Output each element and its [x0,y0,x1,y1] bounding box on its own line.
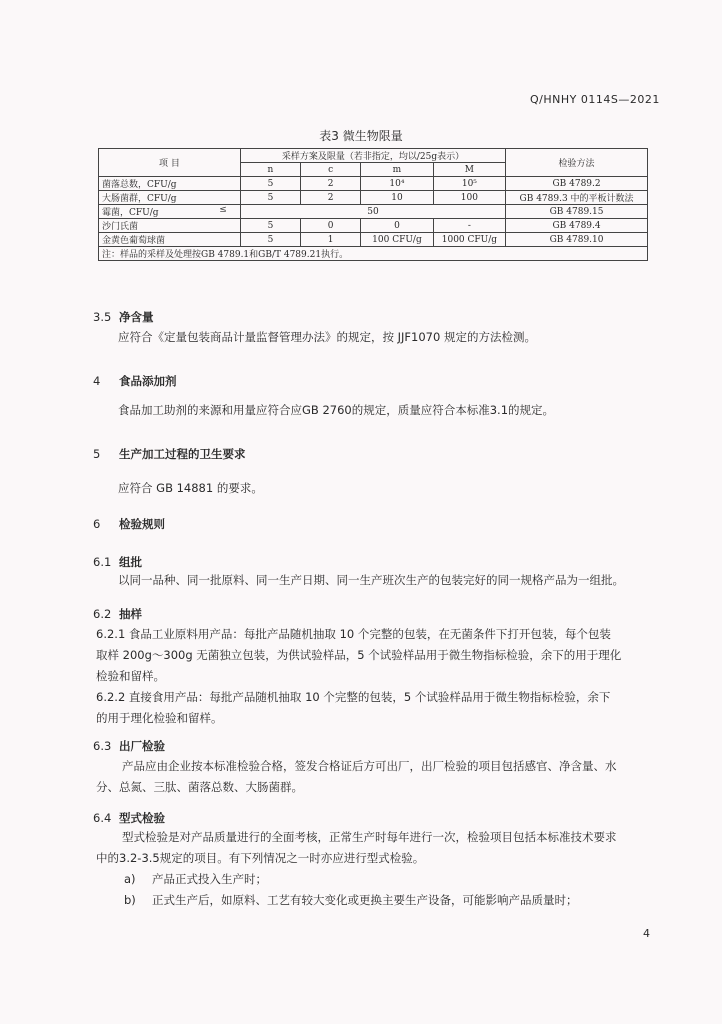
list-text: 产品正式投入生产时； [152,872,267,886]
cell-method: GB 4789.2 [506,177,648,191]
para-6-1: 以同一品种、同一批原料、同一生产日期、同一生产班次生产的包装完好的同一规格产品为一组批。 [118,573,624,587]
table-note: 注：样品的采样及处理按GB 4789.1和GB/T 4789.21执行。 [99,247,648,261]
heading-title: 食品添加剂 [119,374,177,388]
table-row [99,177,648,191]
heading-6-4 [93,810,165,826]
cell-n: 5 [240,219,300,233]
lte-sign: ≤ [219,205,227,215]
cell-m: 100 CFU/g [361,233,433,247]
heading-number: 6.4 [93,811,112,825]
header-item: 项 目 [99,149,241,177]
list-label: b) [124,893,136,907]
table-row [99,233,648,247]
table-header-row [99,149,648,163]
list-item-a [96,869,617,890]
para-3-5: 应符合《定量包装商品计量监督管理办法》的规定，按 JJF1070 规定的方法检测。 [118,330,536,344]
cell-c: 2 [301,177,361,191]
cell-item: 金黄色葡萄球菌 [99,233,241,247]
cell-method: GB 4789.4 [506,219,648,233]
heading-title: 型式检验 [119,811,165,825]
cell-M: 100 [433,191,505,205]
cell-c: 2 [301,191,361,205]
cell-n: 5 [240,191,300,205]
heading-6-3 [93,738,165,754]
cell-item [99,205,241,219]
table-row [99,219,648,233]
para-6-4 [96,827,617,911]
para-line: 中的3.2-3.5规定的项目。有下列情况之一时亦应进行型式检验。 [96,851,425,865]
heading-3-5 [93,309,154,325]
heading-title: 出厂检验 [119,739,165,753]
heading-5 [93,446,246,462]
para-line: 取样 200g～300g 无菌独立包装，为供试验样品，5 个试验样品用于微生物指标检验，余下的用于理化 [96,648,622,662]
cell-method: GB 4789.15 [506,205,648,219]
heading-title: 组批 [119,555,142,569]
cell-M: - [433,219,505,233]
cell-limit: 50 [240,205,505,219]
heading-number: 6 [93,517,101,531]
para-line: 分、总氮、三肽、菌落总数、大肠菌群。 [96,780,303,794]
list-item-b [96,890,617,911]
heading-title: 生产加工过程的卫生要求 [119,447,246,461]
cell-c: 1 [301,233,361,247]
heading-number: 5 [93,447,101,461]
page-number: 4 [643,927,650,940]
para-line: 产品应由企业按本标准检验合格，签发合格证后方可出厂，出厂检验的项目包括感官、净含量、水 [122,759,617,773]
cell-item-text: 霉菌，CFU/g [102,208,159,218]
cell-item: 沙门氏菌 [99,219,241,233]
heading-title: 净含量 [119,310,154,324]
para-5: 应符合 GB 14881 的要求。 [118,481,263,495]
cell-item: 菌落总数，CFU/g [99,177,241,191]
header-n: n [240,163,300,177]
table-note-row [99,247,648,261]
cell-method: GB 4789.3 中的平板计数法 [506,191,648,205]
para-6-2-1 [96,624,621,729]
cell-m: 0 [361,219,433,233]
cell-c: 0 [301,219,361,233]
heading-6 [93,516,165,532]
heading-4 [93,373,177,389]
table-row [99,205,648,219]
microbial-limits-table [98,148,648,261]
cell-n: 5 [240,233,300,247]
cell-M: 10⁵ [433,177,505,191]
cell-M: 1000 CFU/g [433,233,505,247]
heading-number: 6.2 [93,607,112,621]
header-method: 检验方法 [506,149,648,177]
table-row [99,191,648,205]
heading-6-2 [93,606,142,622]
heading-title: 检验规则 [119,517,165,531]
cell-method: GB 4789.10 [506,233,648,247]
header-M: M [433,163,505,177]
cell-item: 大肠菌群，CFU/g [99,191,241,205]
para-line: 的用于理化检验和留样。 [96,711,223,725]
heading-number: 3.5 [93,310,112,324]
heading-6-1 [93,554,142,570]
para-line: 检验和留样。 [96,669,165,683]
para-6-3 [96,756,617,798]
para-line: 6.2.2 直接食用产品：每批产品随机抽取 10 个完整的包装，5 个试验样品用于微生物指标检验，余下 [96,690,611,704]
heading-number: 6.3 [93,739,112,753]
header-c: c [301,163,361,177]
table-title: 表3 微生物限量 [319,129,403,143]
heading-number: 4 [93,374,101,388]
cell-m: 10⁴ [361,177,433,191]
heading-number: 6.1 [93,555,112,569]
document-code: Q/HNHY 0114S—2021 [530,93,660,106]
list-label: a) [124,872,136,886]
para-line: 6.2.1 食品工业原料用产品：每批产品随机抽取 10 个完整的包装，在无菌条件下打开包装，每个包装 [96,627,611,641]
header-plan: 采样方案及限量（若非指定，均以/25g表示） [240,149,505,163]
cell-n: 5 [240,177,300,191]
cell-m: 10 [361,191,433,205]
para-4: 食品加工助剂的来源和用量应符合应GB 2760的规定，质量应符合本标准3.1的规定。 [118,403,555,417]
header-m: m [361,163,433,177]
heading-title: 抽样 [119,607,142,621]
list-text: 正式生产后，如原料、工艺有较大变化或更换主要生产设备，可能影响产品质量时； [152,893,578,907]
para-line: 型式检验是对产品质量进行的全面考核，正常生产时每年进行一次，检验项目包括本标准技术要求 [122,830,617,844]
